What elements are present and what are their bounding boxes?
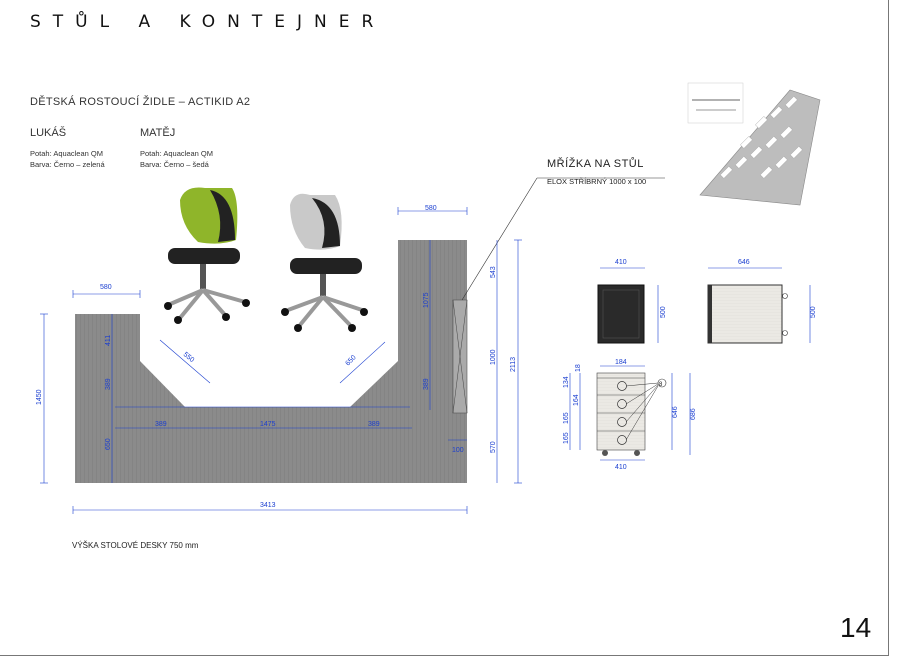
dim-total-width: 3413 [260, 502, 276, 509]
dim-front-165b: 165 [563, 432, 570, 444]
dim-right-570: 570 [490, 441, 497, 453]
dim-top-left: 580 [100, 284, 112, 291]
dim-right-height: 2113 [510, 356, 517, 372]
dim-left-411: 411 [105, 334, 112, 346]
dim-front-686: 686 [690, 408, 697, 420]
dim-left-650: 650 [105, 438, 112, 450]
dim-container-410: 410 [615, 259, 627, 266]
dim-bottom-389-left: 389 [155, 421, 167, 428]
container-top-light [708, 285, 782, 343]
chair-heading: DĚTSKÁ ROSTOUCÍ ŽIDLE – ACTIKID A2 [30, 96, 251, 108]
grate-leader-line [462, 178, 537, 300]
container-front-view [597, 373, 666, 456]
dim-right-1075: 1075 [423, 292, 430, 308]
dim-right-1000: 1000 [490, 349, 497, 365]
chair-left-potah: Potah: Aquaclean QM [30, 149, 103, 158]
dim-front-18: 18 [575, 364, 582, 372]
dim-left-389: 389 [105, 378, 112, 390]
chair-left-image [164, 188, 250, 325]
chair-right-name: MATĚJ [140, 127, 176, 139]
chair-right-potah: Potah: Aquaclean QM [140, 149, 213, 158]
dim-left-height: 1450 [36, 389, 43, 405]
dim-front-646: 646 [672, 406, 679, 418]
container-circle-label: 8 [659, 382, 663, 388]
chair-right-image [281, 194, 368, 332]
dim-diag-left: 550 [181, 351, 196, 365]
grate-image [688, 83, 820, 205]
dim-container-646: 646 [738, 259, 750, 266]
chair-right-barva: Barva: Černo – šedá [140, 160, 209, 169]
dim-front-184: 184 [615, 359, 627, 366]
dim-diag-right: 650 [344, 354, 358, 368]
dim-right-543: 543 [490, 266, 497, 278]
dim-container-500a: 500 [660, 306, 667, 318]
dim-front-165a: 165 [563, 412, 570, 424]
grate-title: MŘÍŽKA NA STŮL [547, 158, 644, 170]
dim-right-389: 389 [423, 378, 430, 390]
dim-container-500b: 500 [810, 306, 817, 318]
grate-subtitle: ELOX STŘÍBRNÝ 1000 x 100 [547, 177, 647, 186]
dim-front-164: 164 [573, 394, 580, 406]
container-top-dark [598, 285, 644, 343]
dim-front-410: 410 [615, 464, 627, 471]
dim-top-right: 580 [425, 205, 437, 212]
dim-bottom-1475: 1475 [260, 421, 276, 428]
dim-right-100: 100 [452, 447, 464, 454]
chair-left-name: LUKÁŠ [30, 127, 67, 139]
dim-bottom-389-right: 389 [368, 421, 380, 428]
page-title: STŮL A KONTEJNER [30, 12, 386, 32]
desk-height-note: VÝŠKA STOLOVÉ DESKY 750 mm [72, 541, 199, 550]
page-number: 14 [840, 612, 872, 643]
dim-front-134: 134 [563, 376, 570, 388]
desk-plan-shape [75, 240, 467, 483]
chair-left-barva: Barva: Černo – zelená [30, 160, 105, 169]
